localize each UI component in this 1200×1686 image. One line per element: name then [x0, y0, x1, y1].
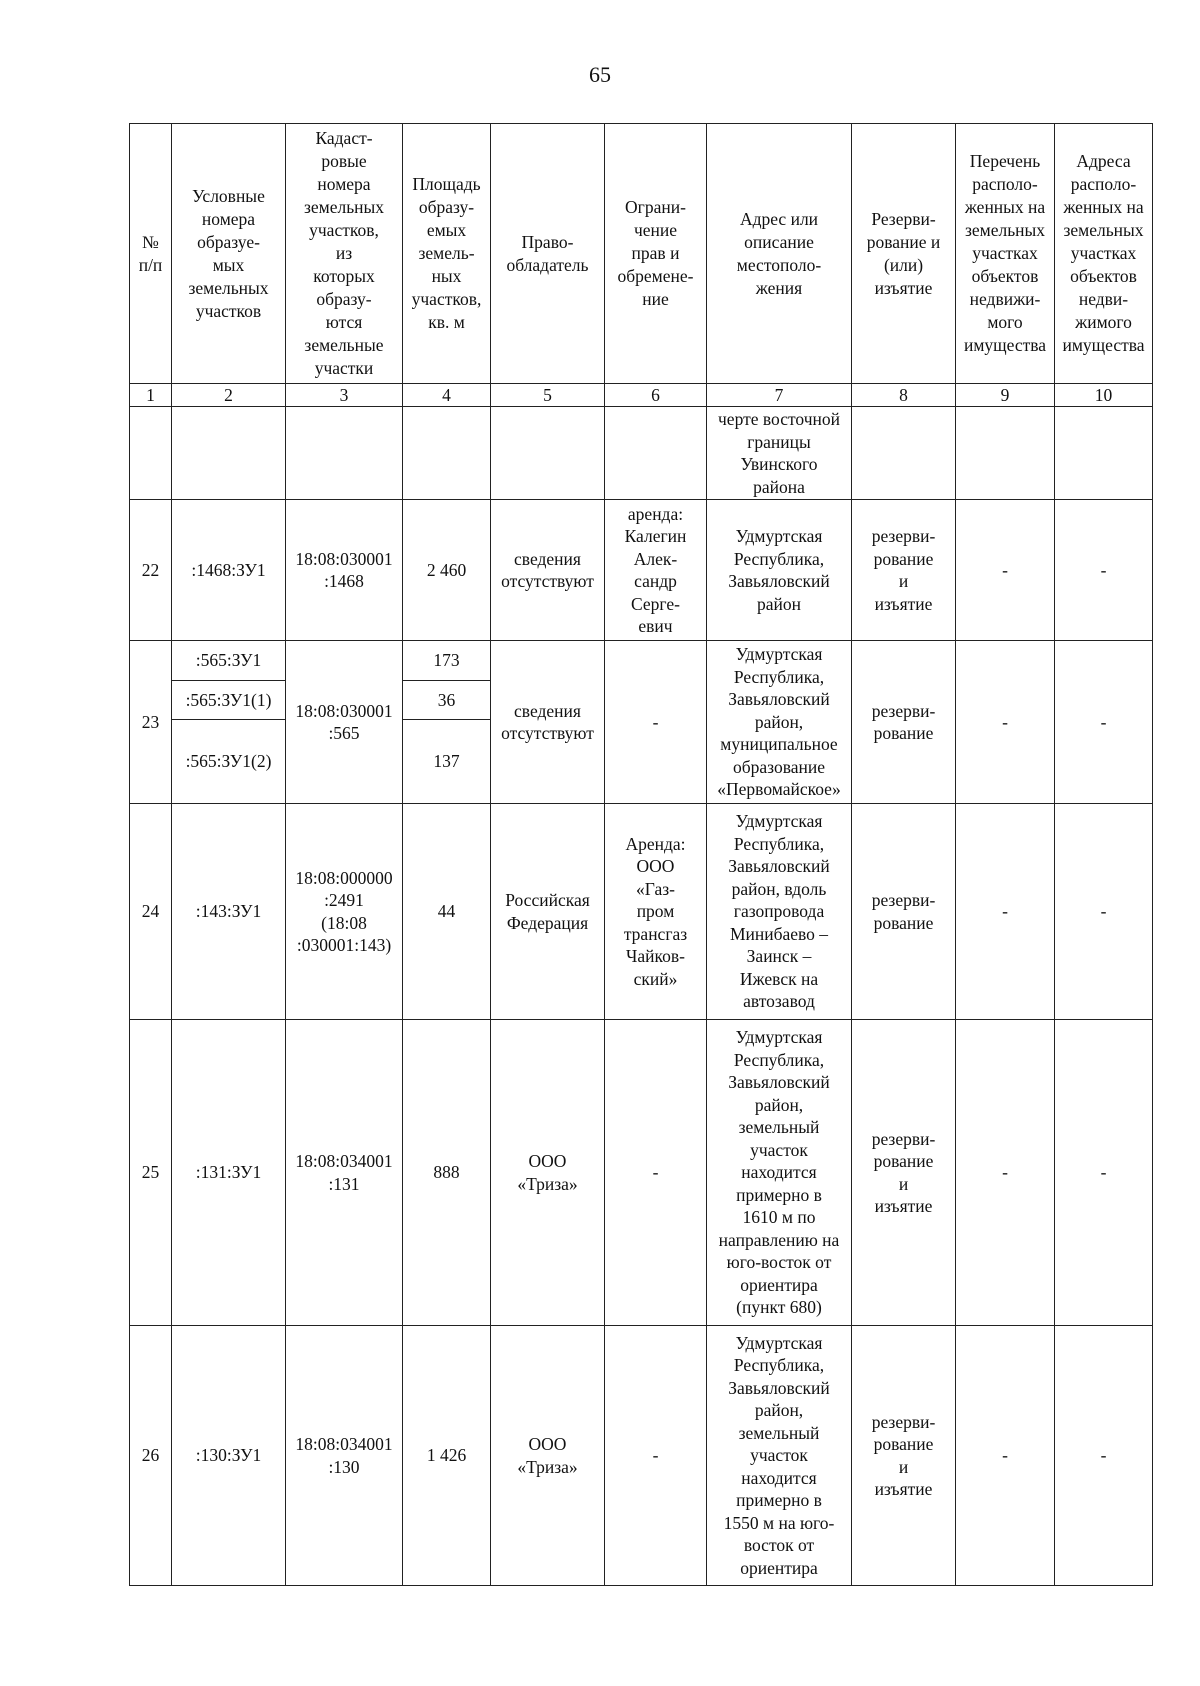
cadastral-number: 18:08:034001 :131 [286, 1020, 403, 1326]
cadastral-number: 18:08:030001 :1468 [286, 500, 403, 641]
header-cadastral-numbers: Кадаст- ровые номера земельных участков, из которых образу- ются земельные участки [286, 124, 403, 384]
conditional-number: :1468:ЗУ1 [172, 500, 286, 641]
address: Удмуртская Республика, Завьяловский район, вдоль газопровода Минибаево – Заинск – Ижевск на автозавод [707, 804, 852, 1020]
objects-list: - [956, 1326, 1055, 1586]
objects-addresses: - [1055, 1326, 1153, 1586]
address: Удмуртская Республика, Завьяловский район, земельный участок находится примерно в 1610 м по направлению на юго-восток от ориентира (пункт 680) [707, 1020, 852, 1326]
header-objects-list: Перечень располо- женных на земельных участках объектов недвижи- мого имущества [956, 124, 1055, 384]
reservation: резерви- рование и изъятие [852, 1326, 956, 1586]
owner: сведения отсутствуют [491, 500, 605, 641]
header-owner: Право- обладатель [491, 124, 605, 384]
owner: сведения отсутствуют [491, 641, 605, 804]
owner: ООО «Триза» [491, 1326, 605, 1586]
header-area: Площадь образу- емых земель- ных участков, кв. м [403, 124, 491, 384]
row-number: 26 [130, 1326, 172, 1586]
address: Удмуртская Республика, Завьяловский район [707, 500, 852, 641]
header-number: № п/п [130, 124, 172, 384]
column-number: 4 [403, 384, 491, 407]
reservation: резерви- рование [852, 641, 956, 804]
cadastral-number: 18:08:000000 :2491 (18:08 :030001:143) [286, 804, 403, 1020]
address: Удмуртская Республика, Завьяловский район, муниципальное образование «Первомайское» [707, 641, 852, 804]
row-number: 23 [130, 641, 172, 804]
restriction: Аренда: ООО «Газ- пром трансгаз Чайков- ский» [605, 804, 707, 1020]
conditional-number: :130:ЗУ1 [172, 1326, 286, 1586]
header-restriction: Ограни- чение прав и обремене- ние [605, 124, 707, 384]
restriction: - [605, 1020, 707, 1326]
objects-list: - [956, 641, 1055, 804]
empty-cell [1055, 407, 1153, 500]
conditional-number: :565:ЗУ1 [172, 641, 286, 681]
empty-cell [130, 407, 172, 500]
land-plots-table [129, 123, 1153, 1586]
header-conditional-numbers: Условные номера образуе- мых земельных участков [172, 124, 286, 384]
empty-cell [852, 407, 956, 500]
objects-addresses: - [1055, 804, 1153, 1020]
area-value: 137 [403, 720, 491, 804]
reservation: резерви- рование [852, 804, 956, 1020]
area-value: 888 [403, 1020, 491, 1326]
column-number: 6 [605, 384, 707, 407]
continuation-row [130, 407, 1153, 500]
conditional-number: :565:ЗУ1(1) [172, 681, 286, 720]
objects-addresses: - [1055, 500, 1153, 641]
cadastral-number: 18:08:030001 :565 [286, 641, 403, 804]
column-number: 3 [286, 384, 403, 407]
reservation: резерви- рование и изъятие [852, 1020, 956, 1326]
objects-addresses: - [1055, 1020, 1153, 1326]
restriction: аренда: Калегин Алек- сандр Серге- евич [605, 500, 707, 641]
column-number: 9 [956, 384, 1055, 407]
reservation: резерви- рование и изъятие [852, 500, 956, 641]
objects-list: - [956, 1020, 1055, 1326]
table-row [130, 804, 1153, 1020]
area-value: 1 426 [403, 1326, 491, 1586]
address: Удмуртская Республика, Завьяловский район, земельный участок находится примерно в 1550 м на юго- восток от ориентира [707, 1326, 852, 1586]
empty-cell [286, 407, 403, 500]
table-row [130, 1326, 1153, 1586]
area-value: 44 [403, 804, 491, 1020]
header-reservation: Резерви- рование и (или) изъятие [852, 124, 956, 384]
cadastral-number: 18:08:034001 :130 [286, 1326, 403, 1586]
area-value: 36 [403, 681, 491, 720]
table-row [130, 641, 1153, 681]
row-number: 22 [130, 500, 172, 641]
column-number: 7 [707, 384, 852, 407]
table-row [130, 1020, 1153, 1326]
area-value: 173 [403, 641, 491, 681]
owner: Российская Федерация [491, 804, 605, 1020]
column-number: 8 [852, 384, 956, 407]
objects-list: - [956, 500, 1055, 641]
address-continuation: черте восточной границы Увинского района [707, 407, 852, 500]
row-number: 25 [130, 1020, 172, 1326]
column-number: 5 [491, 384, 605, 407]
restriction: - [605, 1326, 707, 1586]
column-number: 10 [1055, 384, 1153, 407]
empty-cell [956, 407, 1055, 500]
empty-cell [605, 407, 707, 500]
conditional-number: :143:ЗУ1 [172, 804, 286, 1020]
table-row [130, 500, 1153, 641]
column-number-row [130, 384, 1153, 407]
row-number: 24 [130, 804, 172, 1020]
empty-cell [491, 407, 605, 500]
header-objects-addresses: Адреса располо- женных на земельных участках объектов недви- жимого имущества [1055, 124, 1153, 384]
page-number: 65 [589, 62, 611, 87]
restriction: - [605, 641, 707, 804]
header-row [130, 124, 1153, 384]
conditional-number: :565:ЗУ1(2) [172, 720, 286, 804]
area-value: 2 460 [403, 500, 491, 641]
empty-cell [172, 407, 286, 500]
empty-cell [403, 407, 491, 500]
column-number: 2 [172, 384, 286, 407]
column-number: 1 [130, 384, 172, 407]
objects-list: - [956, 804, 1055, 1020]
header-address: Адрес или описание местополо- жения [707, 124, 852, 384]
objects-addresses: - [1055, 641, 1153, 804]
owner: ООО «Триза» [491, 1020, 605, 1326]
conditional-number: :131:ЗУ1 [172, 1020, 286, 1326]
